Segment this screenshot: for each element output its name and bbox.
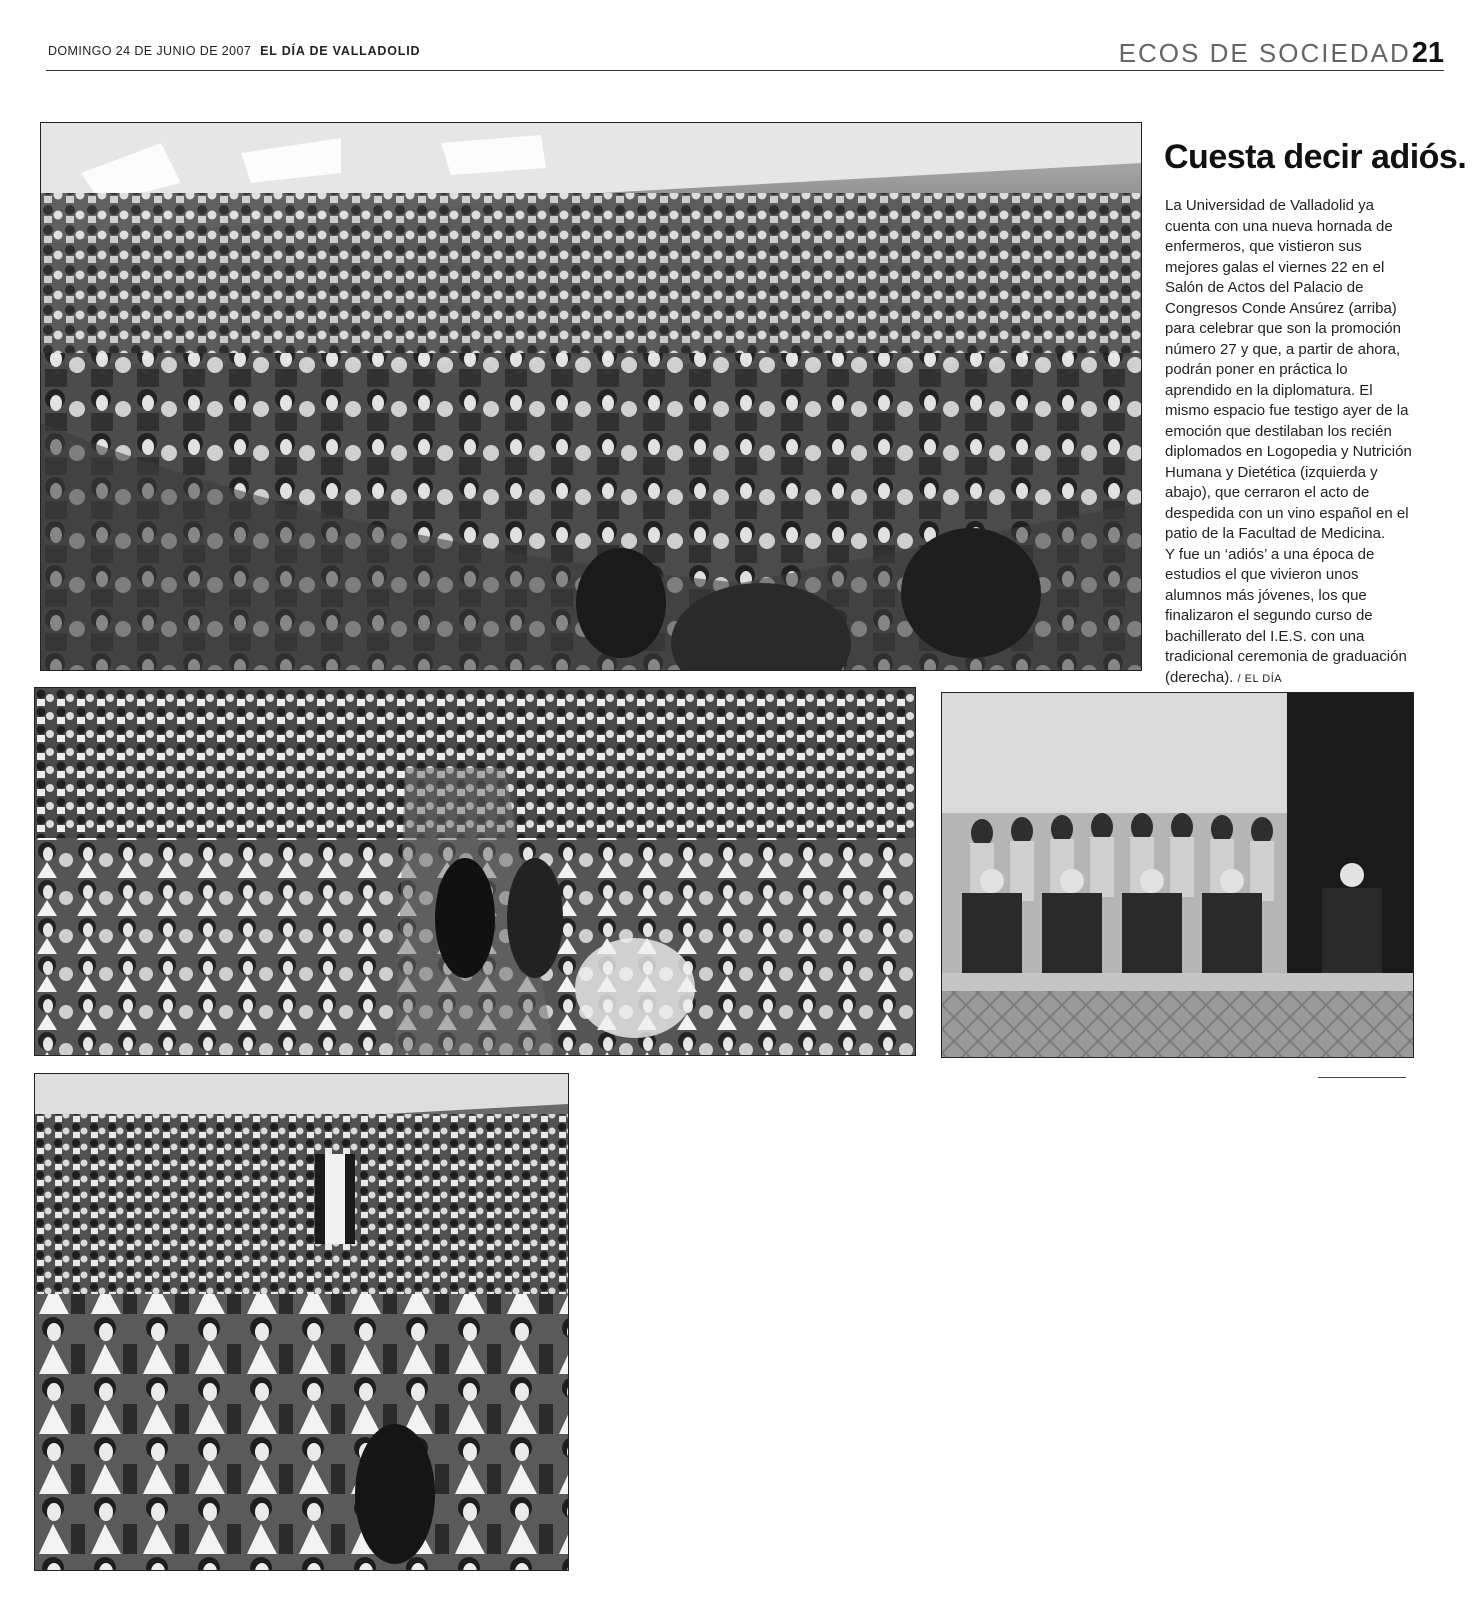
page-header-right bbox=[1119, 39, 1444, 68]
article-paragraph-2 bbox=[1165, 545, 1417, 690]
photo-high-school-graduation-stage bbox=[941, 692, 1414, 1058]
article-paragraph-1: La Universidad de Valladolid ya cuenta con una nueva hornada de enfermeros, que vistieron sus mejores galas el viernes 22 en el Salón de Actos del Palacio de Congresos Conde Ansúrez (arriba) para celebrar que son la promoción número 27 y que, a partir de ahora, podrán poner en práctica lo aprendido en la diplomatura. El mismo espacio fue testigo ayer de la emoción que destilaban los recién diplomados en Logopedia y Nutrición Humana y Dietética (izquierda y abajo), que cerraron el acto de despedida con un vino español en el patio de la Facultad de Medicina. bbox=[1165, 197, 1412, 542]
article-headline: Cuesta decir adiós. bbox=[1164, 138, 1467, 176]
page-number: 21 bbox=[1411, 37, 1444, 69]
photo-credit: / EL DÍA bbox=[1237, 672, 1283, 685]
photo-high-school-image bbox=[942, 693, 1413, 1057]
photo-nursing-graduates-image bbox=[41, 123, 1141, 670]
photo-nutrition-graduates bbox=[34, 1073, 569, 1571]
photo-nursing-graduates-audience bbox=[40, 122, 1142, 671]
issue-date: DOMINGO 24 DE JUNIO DE 2007 bbox=[48, 44, 252, 58]
article-body bbox=[1165, 196, 1417, 689]
photo-speech-therapy-image bbox=[35, 688, 915, 1055]
article-paragraph-2-text: Y fue un ‘adiós’ a una época de estudios el que vivieron unos alumnos más jóvenes, los que finalizaron el segundo curso de bachillerato del I.E.S. con una tradicional ceremonia de graduación (derecha). bbox=[1165, 545, 1407, 686]
photo-nutrition-graduates-image bbox=[35, 1074, 568, 1570]
page-header-left bbox=[48, 44, 420, 58]
header-rule bbox=[46, 70, 1444, 71]
newspaper-name: EL DÍA DE VALLADOLID bbox=[260, 44, 421, 58]
decorative-rule bbox=[1318, 1077, 1406, 1078]
section-name: ECOS DE SOCIEDAD bbox=[1118, 38, 1411, 68]
photo-speech-therapy-graduates bbox=[34, 687, 916, 1056]
